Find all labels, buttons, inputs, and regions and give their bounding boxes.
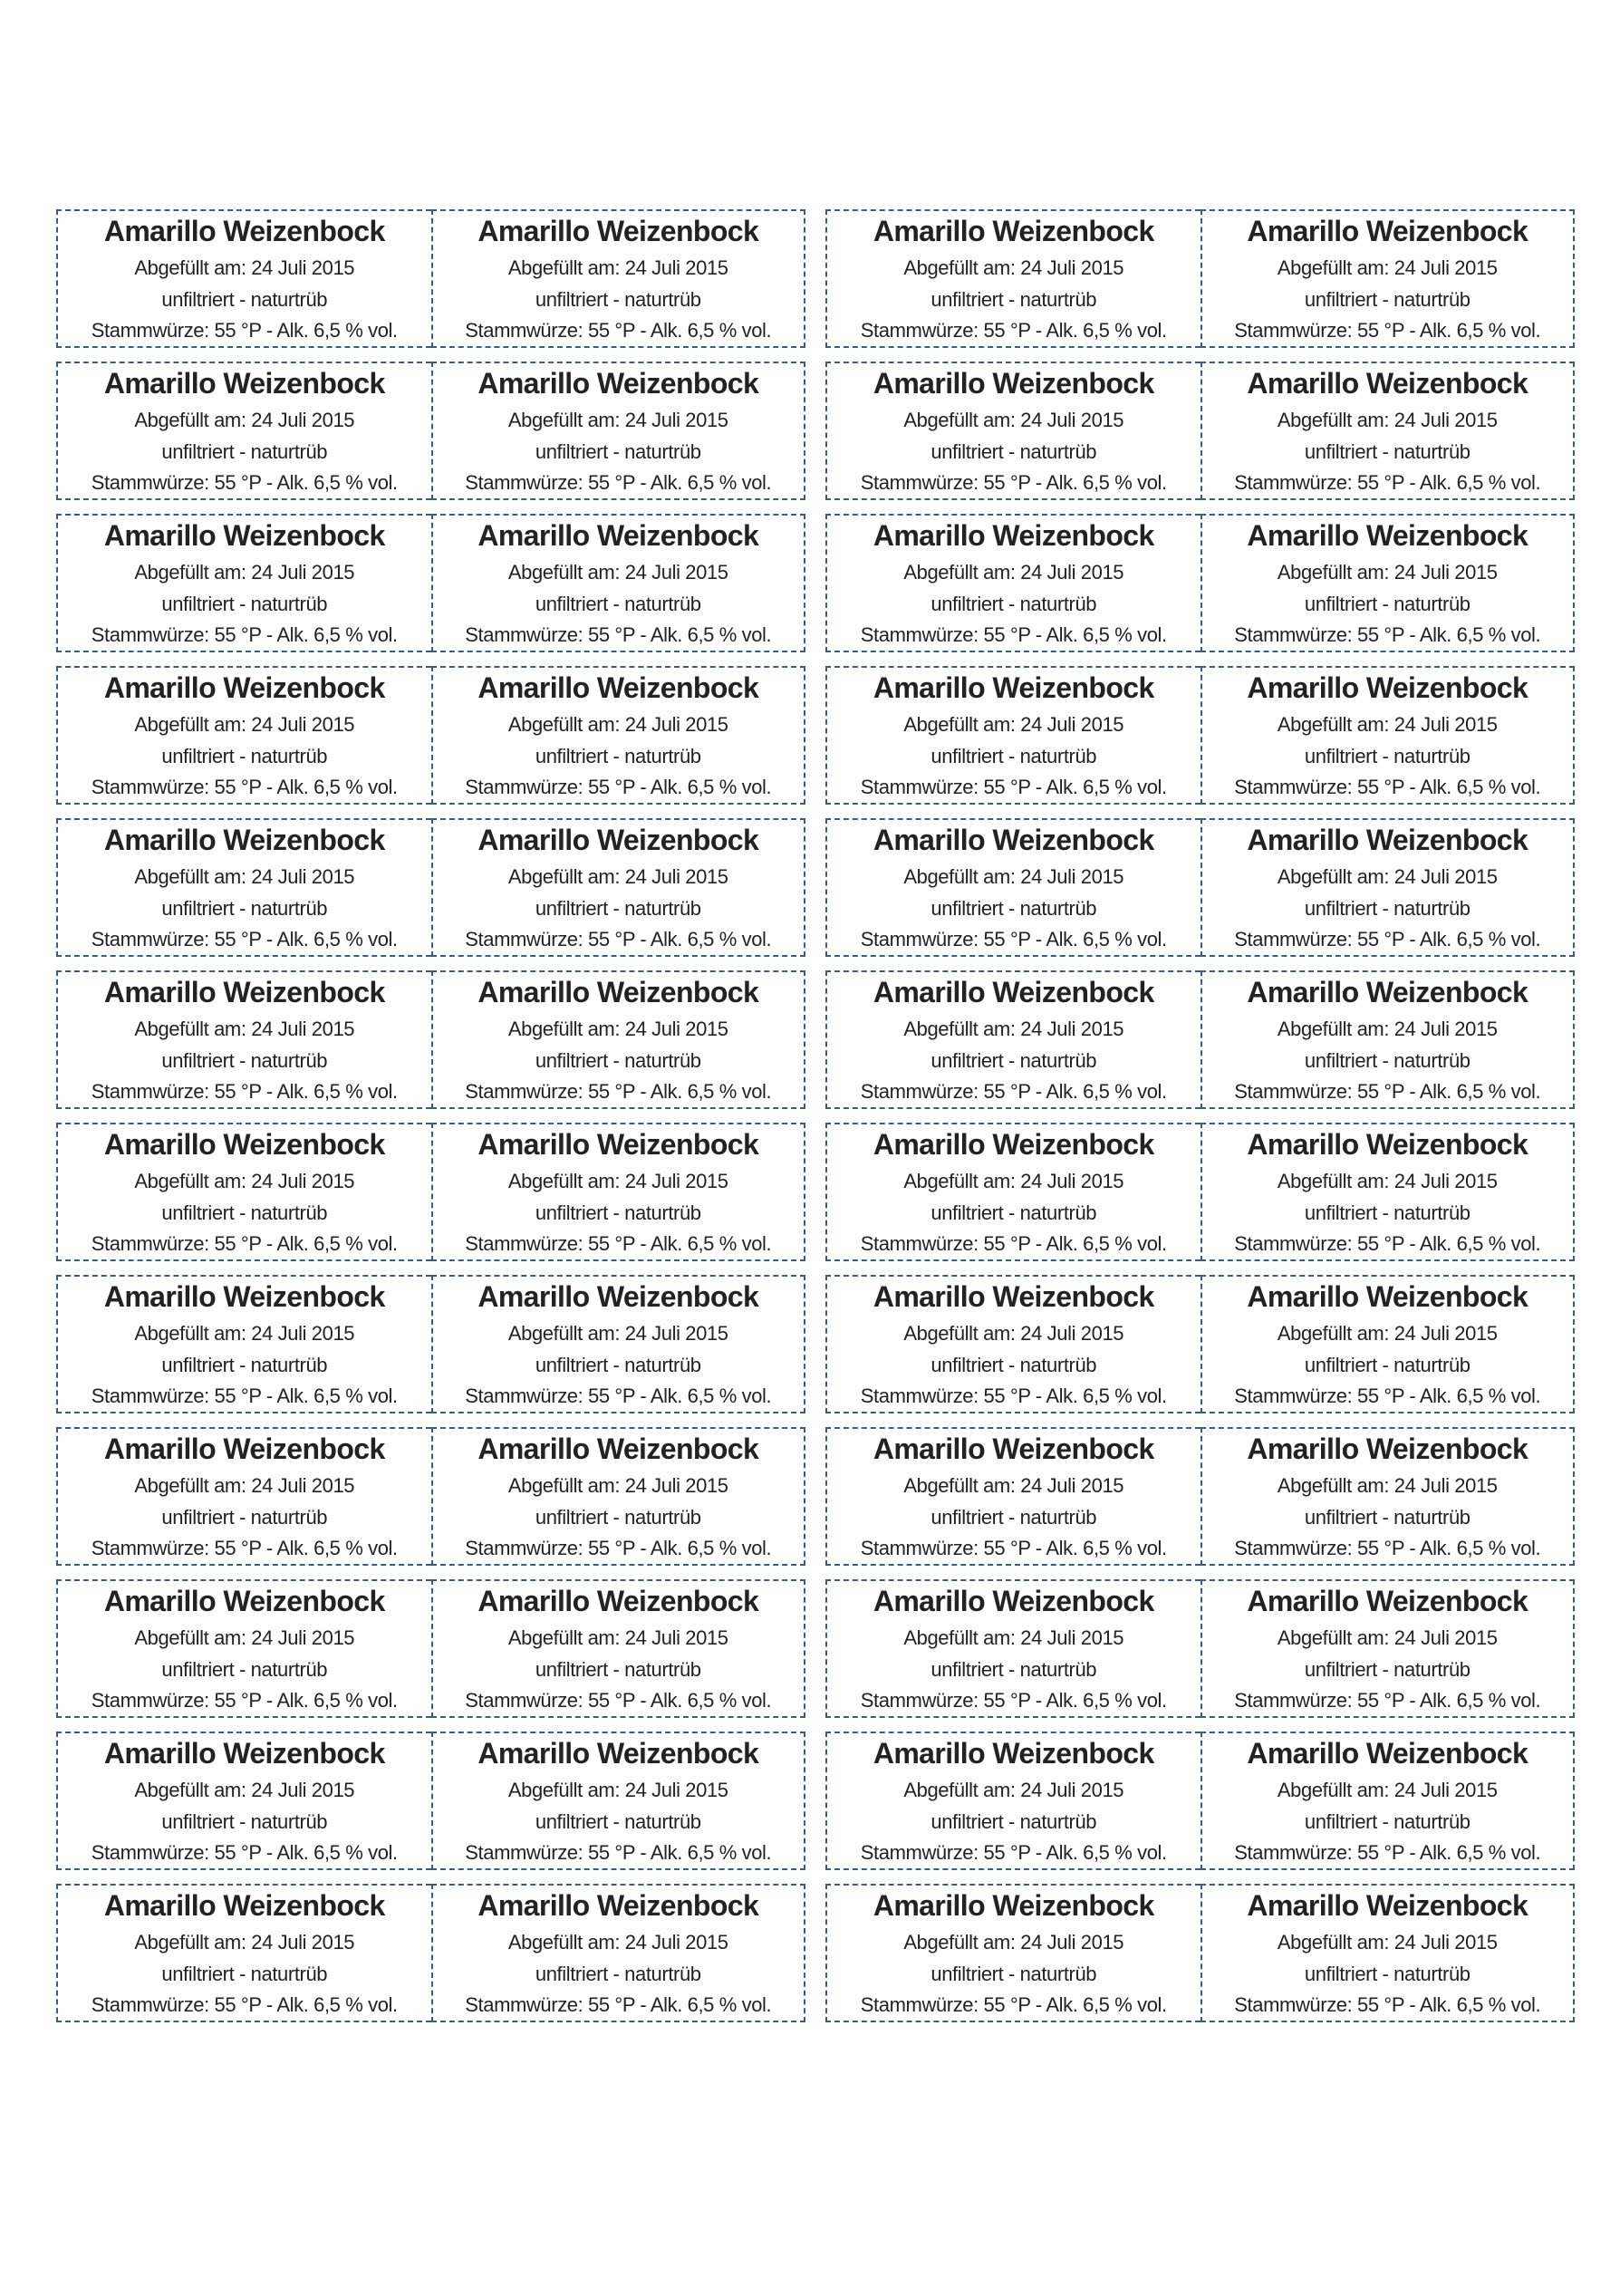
- label-title: Amarillo Weizenbock: [103, 824, 385, 856]
- beer-label: [56, 209, 431, 348]
- beer-label: [431, 1884, 806, 2022]
- label-specs: Stammwürze: 55 °P - Alk. 6,5 % vol.: [1234, 1232, 1541, 1255]
- label-bottled-date: Abgefüllt am: 24 Juli 2015: [134, 1626, 355, 1649]
- label-title: Amarillo Weizenbock: [477, 824, 759, 856]
- label-filtration: unfiltriert - naturtrüb: [1304, 440, 1471, 463]
- label-bottled-date: Abgefüllt am: 24 Juli 2015: [903, 256, 1124, 279]
- label-filtration: unfiltriert - naturtrüb: [535, 745, 701, 767]
- label-bottled-date: Abgefüllt am: 24 Juli 2015: [507, 1931, 728, 1954]
- label-specs: Stammwürze: 55 °P - Alk. 6,5 % vol.: [91, 1841, 398, 1864]
- label-bottled-date: Abgefüllt am: 24 Juli 2015: [134, 256, 355, 279]
- label-title: Amarillo Weizenbock: [1247, 976, 1528, 1008]
- label-specs: Stammwürze: 55 °P - Alk. 6,5 % vol.: [1234, 319, 1541, 342]
- label-filtration: unfiltriert - naturtrüb: [931, 288, 1097, 311]
- label-filtration: unfiltriert - naturtrüb: [931, 745, 1097, 767]
- label-title: Amarillo Weizenbock: [873, 215, 1154, 247]
- beer-label: [825, 1884, 1201, 2022]
- label-title: Amarillo Weizenbock: [1247, 1280, 1528, 1313]
- label-specs: Stammwürze: 55 °P - Alk. 6,5 % vol.: [860, 1689, 1167, 1712]
- label-bottled-date: Abgefüllt am: 24 Juli 2015: [1277, 561, 1498, 584]
- beer-label: [431, 1732, 806, 1870]
- label-row: [825, 970, 1575, 1109]
- label-row: [56, 1123, 805, 1261]
- label-filtration: unfiltriert - naturtrüb: [535, 1810, 701, 1833]
- beer-label: [431, 970, 806, 1109]
- label-specs: Stammwürze: 55 °P - Alk. 6,5 % vol.: [860, 1993, 1167, 2016]
- label-specs: Stammwürze: 55 °P - Alk. 6,5 % vol.: [860, 1232, 1167, 1255]
- label-specs: Stammwürze: 55 °P - Alk. 6,5 % vol.: [1234, 1080, 1541, 1103]
- label-bottled-date: Abgefüllt am: 24 Juli 2015: [903, 409, 1124, 431]
- label-specs: Stammwürze: 55 °P - Alk. 6,5 % vol.: [465, 623, 772, 646]
- label-title: Amarillo Weizenbock: [873, 1737, 1154, 1770]
- label-filtration: unfiltriert - naturtrüb: [161, 897, 328, 920]
- label-block-left: [56, 209, 805, 2036]
- label-title: Amarillo Weizenbock: [873, 367, 1154, 400]
- label-specs: Stammwürze: 55 °P - Alk. 6,5 % vol.: [465, 1384, 772, 1407]
- beer-label: [825, 1579, 1201, 1718]
- label-specs: Stammwürze: 55 °P - Alk. 6,5 % vol.: [860, 471, 1167, 494]
- label-title: Amarillo Weizenbock: [103, 1585, 385, 1617]
- label-filtration: unfiltriert - naturtrüb: [161, 745, 328, 767]
- beer-label: [825, 209, 1201, 348]
- label-specs: Stammwürze: 55 °P - Alk. 6,5 % vol.: [1234, 1537, 1541, 1559]
- label-title: Amarillo Weizenbock: [1247, 215, 1528, 247]
- label-title: Amarillo Weizenbock: [873, 976, 1154, 1008]
- beer-label: [56, 666, 431, 805]
- label-row: [825, 362, 1575, 500]
- label-specs: Stammwürze: 55 °P - Alk. 6,5 % vol.: [465, 776, 772, 798]
- label-filtration: unfiltriert - naturtrüb: [161, 593, 328, 615]
- label-specs: Stammwürze: 55 °P - Alk. 6,5 % vol.: [1234, 776, 1541, 798]
- label-title: Amarillo Weizenbock: [477, 519, 759, 552]
- label-specs: Stammwürze: 55 °P - Alk. 6,5 % vol.: [91, 776, 398, 798]
- beer-label: [825, 1732, 1201, 1870]
- label-bottled-date: Abgefüllt am: 24 Juli 2015: [903, 1474, 1124, 1497]
- label-title: Amarillo Weizenbock: [873, 1585, 1154, 1617]
- label-filtration: unfiltriert - naturtrüb: [535, 1658, 701, 1681]
- label-filtration: unfiltriert - naturtrüb: [1304, 897, 1471, 920]
- label-title: Amarillo Weizenbock: [477, 215, 759, 247]
- label-filtration: unfiltriert - naturtrüb: [1304, 745, 1471, 767]
- label-bottled-date: Abgefüllt am: 24 Juli 2015: [507, 1779, 728, 1801]
- label-filtration: unfiltriert - naturtrüb: [1304, 1201, 1471, 1224]
- label-filtration: unfiltriert - naturtrüb: [931, 440, 1097, 463]
- label-bottled-date: Abgefüllt am: 24 Juli 2015: [507, 1018, 728, 1040]
- label-title: Amarillo Weizenbock: [103, 976, 385, 1008]
- label-bottled-date: Abgefüllt am: 24 Juli 2015: [134, 1474, 355, 1497]
- label-filtration: unfiltriert - naturtrüb: [931, 1354, 1097, 1376]
- label-title: Amarillo Weizenbock: [477, 1585, 759, 1617]
- label-title: Amarillo Weizenbock: [103, 367, 385, 400]
- label-specs: Stammwürze: 55 °P - Alk. 6,5 % vol.: [860, 1080, 1167, 1103]
- beer-label: [825, 1123, 1201, 1261]
- label-specs: Stammwürze: 55 °P - Alk. 6,5 % vol.: [465, 471, 772, 494]
- label-title: Amarillo Weizenbock: [103, 1433, 385, 1465]
- beer-label: [431, 1579, 806, 1718]
- label-row: [825, 1884, 1575, 2022]
- label-bottled-date: Abgefüllt am: 24 Juli 2015: [1277, 1170, 1498, 1192]
- label-bottled-date: Abgefüllt am: 24 Juli 2015: [1277, 1626, 1498, 1649]
- label-bottled-date: Abgefüllt am: 24 Juli 2015: [1277, 1931, 1498, 1954]
- label-bottled-date: Abgefüllt am: 24 Juli 2015: [903, 1626, 1124, 1649]
- label-title: Amarillo Weizenbock: [1247, 1433, 1528, 1465]
- label-title: Amarillo Weizenbock: [477, 976, 759, 1008]
- beer-label: [1201, 666, 1576, 805]
- label-row: [56, 1275, 805, 1413]
- label-specs: Stammwürze: 55 °P - Alk. 6,5 % vol.: [1234, 1841, 1541, 1864]
- label-filtration: unfiltriert - naturtrüb: [1304, 1506, 1471, 1529]
- label-title: Amarillo Weizenbock: [873, 1433, 1154, 1465]
- label-title: Amarillo Weizenbock: [477, 1280, 759, 1313]
- beer-label: [1201, 362, 1576, 500]
- beer-label: [56, 1275, 431, 1413]
- label-row: [56, 514, 805, 652]
- label-specs: Stammwürze: 55 °P - Alk. 6,5 % vol.: [860, 623, 1167, 646]
- label-specs: Stammwürze: 55 °P - Alk. 6,5 % vol.: [465, 1993, 772, 2016]
- label-row: [56, 362, 805, 500]
- label-filtration: unfiltriert - naturtrüb: [1304, 1354, 1471, 1376]
- label-title: Amarillo Weizenbock: [103, 1128, 385, 1161]
- label-row: [825, 666, 1575, 805]
- label-row: [56, 1427, 805, 1566]
- label-filtration: unfiltriert - naturtrüb: [161, 1963, 328, 1985]
- label-row: [825, 1123, 1575, 1261]
- label-filtration: unfiltriert - naturtrüb: [535, 440, 701, 463]
- label-block-right: [825, 209, 1575, 2036]
- label-specs: Stammwürze: 55 °P - Alk. 6,5 % vol.: [860, 776, 1167, 798]
- label-bottled-date: Abgefüllt am: 24 Juli 2015: [1277, 1779, 1498, 1801]
- beer-label: [1201, 514, 1576, 652]
- label-row: [825, 1732, 1575, 1870]
- beer-label: [825, 818, 1201, 957]
- label-title: Amarillo Weizenbock: [1247, 1128, 1528, 1161]
- label-specs: Stammwürze: 55 °P - Alk. 6,5 % vol.: [465, 1232, 772, 1255]
- label-title: Amarillo Weizenbock: [477, 367, 759, 400]
- label-bottled-date: Abgefüllt am: 24 Juli 2015: [903, 1170, 1124, 1192]
- label-specs: Stammwürze: 55 °P - Alk. 6,5 % vol.: [465, 1689, 772, 1712]
- label-title: Amarillo Weizenbock: [477, 1433, 759, 1465]
- label-specs: Stammwürze: 55 °P - Alk. 6,5 % vol.: [1234, 1384, 1541, 1407]
- label-row: [56, 970, 805, 1109]
- label-specs: Stammwürze: 55 °P - Alk. 6,5 % vol.: [860, 1841, 1167, 1864]
- label-bottled-date: Abgefüllt am: 24 Juli 2015: [134, 561, 355, 584]
- label-filtration: unfiltriert - naturtrüb: [161, 1658, 328, 1681]
- label-filtration: unfiltriert - naturtrüb: [1304, 1810, 1471, 1833]
- label-bottled-date: Abgefüllt am: 24 Juli 2015: [507, 409, 728, 431]
- label-bottled-date: Abgefüllt am: 24 Juli 2015: [1277, 1474, 1498, 1497]
- beer-label: [431, 1123, 806, 1261]
- label-row: [56, 1884, 805, 2022]
- beer-label: [825, 514, 1201, 652]
- label-filtration: unfiltriert - naturtrüb: [535, 593, 701, 615]
- label-filtration: unfiltriert - naturtrüb: [1304, 593, 1471, 615]
- beer-label: [56, 514, 431, 652]
- label-filtration: unfiltriert - naturtrüb: [535, 897, 701, 920]
- label-row: [56, 818, 805, 957]
- label-title: Amarillo Weizenbock: [873, 1128, 1154, 1161]
- label-bottled-date: Abgefüllt am: 24 Juli 2015: [507, 1322, 728, 1345]
- label-bottled-date: Abgefüllt am: 24 Juli 2015: [903, 1322, 1124, 1345]
- label-specs: Stammwürze: 55 °P - Alk. 6,5 % vol.: [91, 1080, 398, 1103]
- beer-label: [431, 1275, 806, 1413]
- label-filtration: unfiltriert - naturtrüb: [535, 1506, 701, 1529]
- label-filtration: unfiltriert - naturtrüb: [931, 1506, 1097, 1529]
- label-title: Amarillo Weizenbock: [477, 1737, 759, 1770]
- label-row: [56, 209, 805, 348]
- label-row: [56, 1579, 805, 1718]
- beer-label: [56, 970, 431, 1109]
- label-bottled-date: Abgefüllt am: 24 Juli 2015: [507, 1474, 728, 1497]
- beer-label: [825, 970, 1201, 1109]
- label-specs: Stammwürze: 55 °P - Alk. 6,5 % vol.: [91, 1689, 398, 1712]
- label-specs: Stammwürze: 55 °P - Alk. 6,5 % vol.: [91, 928, 398, 950]
- label-specs: Stammwürze: 55 °P - Alk. 6,5 % vol.: [1234, 623, 1541, 646]
- label-bottled-date: Abgefüllt am: 24 Juli 2015: [507, 1170, 728, 1192]
- beer-label: [825, 362, 1201, 500]
- label-title: Amarillo Weizenbock: [873, 519, 1154, 552]
- label-bottled-date: Abgefüllt am: 24 Juli 2015: [507, 865, 728, 888]
- label-filtration: unfiltriert - naturtrüb: [931, 1810, 1097, 1833]
- label-filtration: unfiltriert - naturtrüb: [161, 1810, 328, 1833]
- label-bottled-date: Abgefüllt am: 24 Juli 2015: [903, 1018, 1124, 1040]
- label-filtration: unfiltriert - naturtrüb: [931, 1963, 1097, 1985]
- label-row: [56, 666, 805, 805]
- label-bottled-date: Abgefüllt am: 24 Juli 2015: [1277, 409, 1498, 431]
- label-specs: Stammwürze: 55 °P - Alk. 6,5 % vol.: [91, 471, 398, 494]
- label-bottled-date: Abgefüllt am: 24 Juli 2015: [1277, 1322, 1498, 1345]
- label-filtration: unfiltriert - naturtrüb: [931, 1658, 1097, 1681]
- label-bottled-date: Abgefüllt am: 24 Juli 2015: [134, 1931, 355, 1954]
- label-title: Amarillo Weizenbock: [873, 671, 1154, 704]
- label-title: Amarillo Weizenbock: [103, 1889, 385, 1922]
- label-specs: Stammwürze: 55 °P - Alk. 6,5 % vol.: [860, 319, 1167, 342]
- label-bottled-date: Abgefüllt am: 24 Juli 2015: [134, 1322, 355, 1345]
- label-title: Amarillo Weizenbock: [1247, 824, 1528, 856]
- label-title: Amarillo Weizenbock: [1247, 1585, 1528, 1617]
- label-title: Amarillo Weizenbock: [477, 671, 759, 704]
- label-bottled-date: Abgefüllt am: 24 Juli 2015: [134, 1779, 355, 1801]
- label-title: Amarillo Weizenbock: [103, 1737, 385, 1770]
- label-filtration: unfiltriert - naturtrüb: [1304, 1963, 1471, 1985]
- label-specs: Stammwürze: 55 °P - Alk. 6,5 % vol.: [860, 1537, 1167, 1559]
- label-filtration: unfiltriert - naturtrüb: [1304, 1049, 1471, 1072]
- label-title: Amarillo Weizenbock: [873, 1889, 1154, 1922]
- label-filtration: unfiltriert - naturtrüb: [931, 593, 1097, 615]
- label-specs: Stammwürze: 55 °P - Alk. 6,5 % vol.: [91, 1993, 398, 2016]
- label-title: Amarillo Weizenbock: [477, 1128, 759, 1161]
- label-filtration: unfiltriert - naturtrüb: [161, 288, 328, 311]
- label-row: [825, 209, 1575, 348]
- label-filtration: unfiltriert - naturtrüb: [931, 1201, 1097, 1224]
- label-filtration: unfiltriert - naturtrüb: [161, 1354, 328, 1376]
- label-bottled-date: Abgefüllt am: 24 Juli 2015: [1277, 865, 1498, 888]
- label-specs: Stammwürze: 55 °P - Alk. 6,5 % vol.: [1234, 1993, 1541, 2016]
- label-sheet: [56, 209, 1575, 2036]
- label-row: [56, 1732, 805, 1870]
- label-title: Amarillo Weizenbock: [1247, 519, 1528, 552]
- label-bottled-date: Abgefüllt am: 24 Juli 2015: [134, 713, 355, 736]
- label-filtration: unfiltriert - naturtrüb: [535, 288, 701, 311]
- label-bottled-date: Abgefüllt am: 24 Juli 2015: [134, 1018, 355, 1040]
- beer-label: [56, 818, 431, 957]
- label-filtration: unfiltriert - naturtrüb: [161, 440, 328, 463]
- beer-label: [825, 1275, 1201, 1413]
- beer-label: [825, 1427, 1201, 1566]
- label-filtration: unfiltriert - naturtrüb: [1304, 1658, 1471, 1681]
- label-filtration: unfiltriert - naturtrüb: [535, 1963, 701, 1985]
- label-bottled-date: Abgefüllt am: 24 Juli 2015: [507, 256, 728, 279]
- label-title: Amarillo Weizenbock: [1247, 1737, 1528, 1770]
- beer-label: [56, 1884, 431, 2022]
- label-specs: Stammwürze: 55 °P - Alk. 6,5 % vol.: [91, 1384, 398, 1407]
- label-specs: Stammwürze: 55 °P - Alk. 6,5 % vol.: [465, 1537, 772, 1559]
- label-specs: Stammwürze: 55 °P - Alk. 6,5 % vol.: [1234, 1689, 1541, 1712]
- beer-label: [1201, 1123, 1576, 1261]
- label-specs: Stammwürze: 55 °P - Alk. 6,5 % vol.: [465, 1080, 772, 1103]
- label-row: [825, 818, 1575, 957]
- beer-label: [431, 209, 806, 348]
- label-filtration: unfiltriert - naturtrüb: [161, 1201, 328, 1224]
- label-row: [825, 1579, 1575, 1718]
- beer-label: [1201, 1427, 1576, 1566]
- label-filtration: unfiltriert - naturtrüb: [161, 1049, 328, 1072]
- label-filtration: unfiltriert - naturtrüb: [931, 897, 1097, 920]
- label-bottled-date: Abgefüllt am: 24 Juli 2015: [134, 1170, 355, 1192]
- label-filtration: unfiltriert - naturtrüb: [161, 1506, 328, 1529]
- beer-label: [431, 666, 806, 805]
- label-bottled-date: Abgefüllt am: 24 Juli 2015: [134, 865, 355, 888]
- beer-label: [431, 818, 806, 957]
- label-specs: Stammwürze: 55 °P - Alk. 6,5 % vol.: [91, 1537, 398, 1559]
- beer-label: [431, 1427, 806, 1566]
- label-row: [825, 1275, 1575, 1413]
- label-title: Amarillo Weizenbock: [103, 671, 385, 704]
- label-bottled-date: Abgefüllt am: 24 Juli 2015: [1277, 713, 1498, 736]
- label-bottled-date: Abgefüllt am: 24 Juli 2015: [507, 713, 728, 736]
- label-bottled-date: Abgefüllt am: 24 Juli 2015: [903, 865, 1124, 888]
- label-title: Amarillo Weizenbock: [873, 1280, 1154, 1313]
- beer-label: [1201, 970, 1576, 1109]
- beer-label: [431, 514, 806, 652]
- beer-label: [1201, 209, 1576, 348]
- label-bottled-date: Abgefüllt am: 24 Juli 2015: [903, 713, 1124, 736]
- label-specs: Stammwürze: 55 °P - Alk. 6,5 % vol.: [465, 319, 772, 342]
- label-specs: Stammwürze: 55 °P - Alk. 6,5 % vol.: [91, 623, 398, 646]
- label-row: [825, 514, 1575, 652]
- label-specs: Stammwürze: 55 °P - Alk. 6,5 % vol.: [860, 1384, 1167, 1407]
- label-title: Amarillo Weizenbock: [1247, 1889, 1528, 1922]
- beer-label: [56, 1732, 431, 1870]
- label-bottled-date: Abgefüllt am: 24 Juli 2015: [1277, 1018, 1498, 1040]
- label-title: Amarillo Weizenbock: [1247, 367, 1528, 400]
- beer-label: [56, 1579, 431, 1718]
- label-specs: Stammwürze: 55 °P - Alk. 6,5 % vol.: [860, 928, 1167, 950]
- label-bottled-date: Abgefüllt am: 24 Juli 2015: [903, 561, 1124, 584]
- label-title: Amarillo Weizenbock: [103, 519, 385, 552]
- beer-label: [1201, 1275, 1576, 1413]
- label-specs: Stammwürze: 55 °P - Alk. 6,5 % vol.: [91, 1232, 398, 1255]
- label-specs: Stammwürze: 55 °P - Alk. 6,5 % vol.: [91, 319, 398, 342]
- label-specs: Stammwürze: 55 °P - Alk. 6,5 % vol.: [465, 1841, 772, 1864]
- beer-label: [825, 666, 1201, 805]
- beer-label: [56, 1123, 431, 1261]
- label-bottled-date: Abgefüllt am: 24 Juli 2015: [903, 1779, 1124, 1801]
- label-title: Amarillo Weizenbock: [103, 1280, 385, 1313]
- label-title: Amarillo Weizenbock: [1247, 671, 1528, 704]
- label-specs: Stammwürze: 55 °P - Alk. 6,5 % vol.: [1234, 928, 1541, 950]
- label-filtration: unfiltriert - naturtrüb: [1304, 288, 1471, 311]
- label-filtration: unfiltriert - naturtrüb: [931, 1049, 1097, 1072]
- beer-label: [1201, 1884, 1576, 2022]
- label-bottled-date: Abgefüllt am: 24 Juli 2015: [903, 1931, 1124, 1954]
- label-specs: Stammwürze: 55 °P - Alk. 6,5 % vol.: [465, 928, 772, 950]
- beer-label: [56, 1427, 431, 1566]
- beer-label: [1201, 1579, 1576, 1718]
- label-title: Amarillo Weizenbock: [103, 215, 385, 247]
- label-filtration: unfiltriert - naturtrüb: [535, 1049, 701, 1072]
- beer-label: [1201, 818, 1576, 957]
- label-bottled-date: Abgefüllt am: 24 Juli 2015: [507, 561, 728, 584]
- label-specs: Stammwürze: 55 °P - Alk. 6,5 % vol.: [1234, 471, 1541, 494]
- label-bottled-date: Abgefüllt am: 24 Juli 2015: [134, 409, 355, 431]
- label-row: [825, 1427, 1575, 1566]
- label-filtration: unfiltriert - naturtrüb: [535, 1354, 701, 1376]
- beer-label: [1201, 1732, 1576, 1870]
- beer-label: [56, 362, 431, 500]
- label-title: Amarillo Weizenbock: [477, 1889, 759, 1922]
- label-bottled-date: Abgefüllt am: 24 Juli 2015: [507, 1626, 728, 1649]
- label-filtration: unfiltriert - naturtrüb: [535, 1201, 701, 1224]
- beer-label: [431, 362, 806, 500]
- label-title: Amarillo Weizenbock: [873, 824, 1154, 856]
- label-bottled-date: Abgefüllt am: 24 Juli 2015: [1277, 256, 1498, 279]
